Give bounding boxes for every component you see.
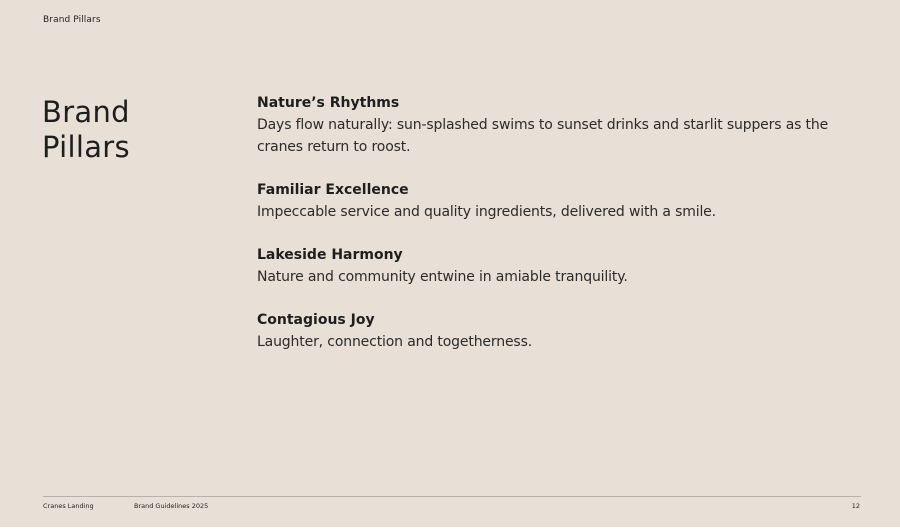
pillar-title: Contagious Joy <box>257 312 375 328</box>
pillar-description: Impeccable service and quality ingredients, delivered with a smile. <box>257 204 716 220</box>
pillar-title: Familiar Excellence <box>257 182 409 198</box>
page-title-line-1: Brand <box>42 95 130 129</box>
footer-divider <box>43 496 861 497</box>
pillar-description: Nature and community entwine in amiable tranquility. <box>257 269 628 285</box>
footer-page-number: 12 <box>851 502 860 510</box>
footer-brand-name: Cranes Landing <box>43 502 94 510</box>
page-title <box>42 95 222 165</box>
pillar-title: Lakeside Harmony <box>257 247 403 263</box>
pillar-title: Nature’s Rhythms <box>257 95 400 111</box>
pillar-item <box>257 244 837 288</box>
pillar-description: Days flow naturally: sun-splashed swims to sunset drinks and starlit suppers as the cranes return to roost. <box>257 117 829 155</box>
pillars-list <box>257 92 837 374</box>
footer-document-title: Brand Guidelines 2025 <box>134 502 209 510</box>
pillar-description: Laughter, connection and togetherness. <box>257 334 533 350</box>
running-header: Brand Pillars <box>43 15 101 25</box>
page-title-line-2: Pillars <box>42 130 130 164</box>
pillar-item <box>257 309 837 353</box>
pillar-item <box>257 179 837 223</box>
pillar-item <box>257 92 837 158</box>
